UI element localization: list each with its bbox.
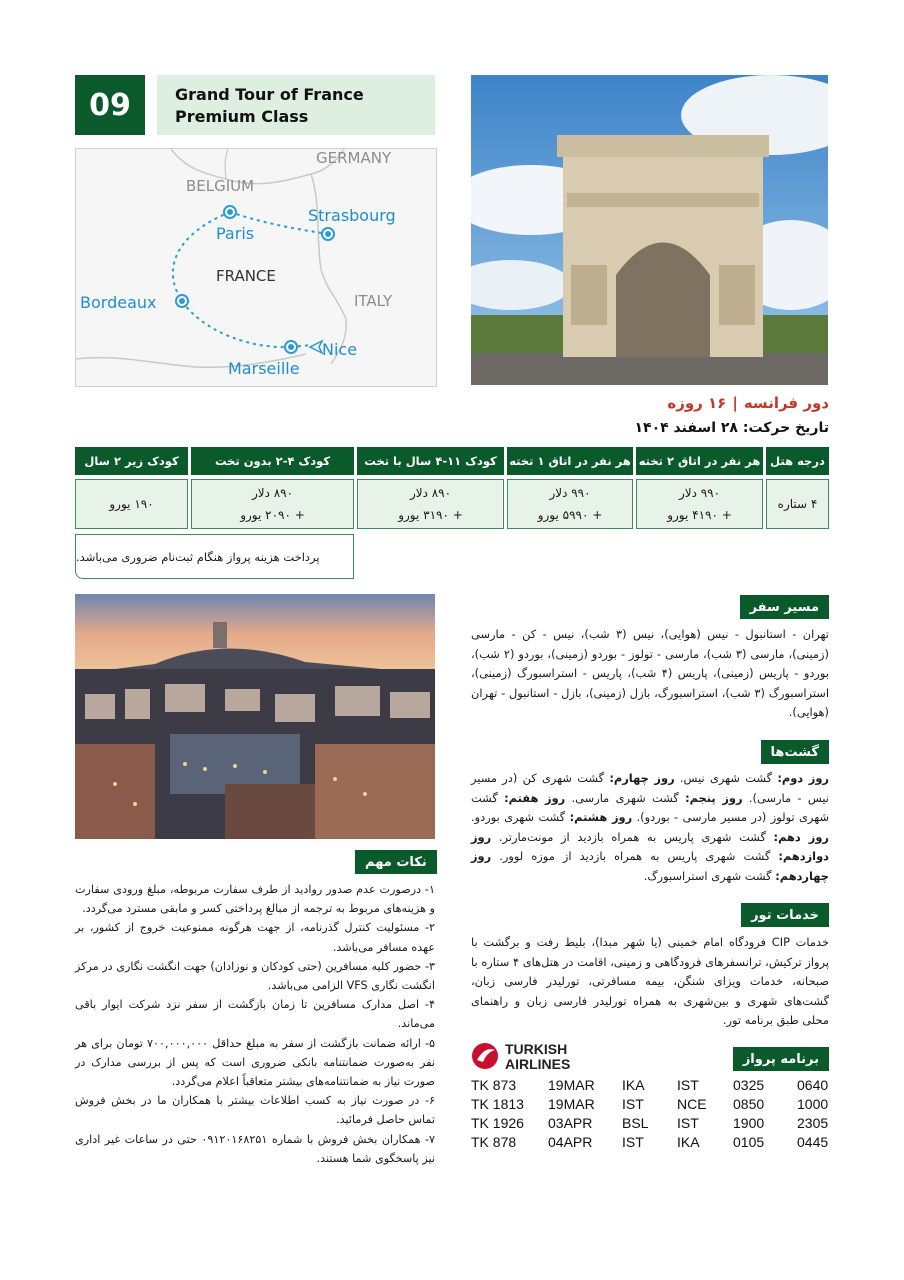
flights-heading: برنامه پرواز xyxy=(733,1047,829,1071)
excursion-day: روز هفتم: xyxy=(504,790,566,805)
country-france: FRANCE xyxy=(216,267,276,285)
departure-date: تاریخ حرکت: ۲۸ اسفند ۱۴۰۴ xyxy=(634,420,829,436)
cell-text: + ۵۹۹۰ یورو xyxy=(537,508,603,522)
svg-text:TURKISH: TURKISH xyxy=(505,1041,568,1057)
city-bordeaux: Bordeaux xyxy=(80,293,157,312)
note-item: ۱- درصورت عدم صدور روادید از طرف سفارت مربوطه، مبلغ ورودی سفارت و هزینه‌های مربوط به ترجمه از مبالغ پرداختی کسر و مابقی مسترد می‌گردد. xyxy=(75,883,435,916)
cell-child-no-bed xyxy=(191,479,354,529)
excursion-day: روز دهم: xyxy=(773,829,829,844)
tour-number: 09 xyxy=(75,75,145,135)
th-infant: کودک زیر ۲ سال xyxy=(75,447,188,475)
cell-hotel-grade xyxy=(766,479,829,529)
turkish-airlines-logo xyxy=(471,1040,591,1072)
cell-text: ۸۹۰ دلار xyxy=(251,486,294,500)
excursions-text xyxy=(471,769,829,886)
excursion-day: روز پنجم: xyxy=(685,790,743,805)
country-italy: ITALY xyxy=(354,292,393,310)
cell-infant xyxy=(75,479,188,529)
note-item: ۶- در صورت نیاز به کسب اطلاعات بیشتر با همکاران ما در بخش فروش تماس حاصل فرمائید. xyxy=(75,1094,435,1127)
cell-text: ۴ ستاره xyxy=(777,497,818,511)
cell-text: + ۳۱۹۰ یورو xyxy=(398,508,463,522)
note-item: ۳- حضور کلیه مسافرین (حتی کودکان و نوزادان) جهت انگشت نگاری در مرکز انگشت نگاری VFS الزامی می‌باشد. xyxy=(75,959,435,993)
city-paris: Paris xyxy=(216,224,255,243)
flight-row: TK 1926 03APR BSL IST 1900 2305 xyxy=(471,1115,829,1131)
route-map xyxy=(75,148,437,387)
excursion-text: گشت شهری پاریس به همراه بازدید از مونت‌مارتر. xyxy=(491,829,774,844)
tour-name-text: دور فرانسه xyxy=(743,394,829,412)
th-child-with-bed: کودک ۱۱-۴ سال با تخت xyxy=(357,447,504,475)
svg-text:AIRLINES: AIRLINES xyxy=(505,1056,571,1072)
flight-row: TK 878 04APR IST IKA 0105 0445 xyxy=(471,1134,829,1150)
city-dot-strasbourg xyxy=(322,228,334,240)
note-item: ۲- مسئولیت کنترل گذرنامه، از جهت هرگونه ممنوعیت خروج از کشور، بر عهده مسافر می‌باشد. xyxy=(75,921,435,954)
notes-heading: نکات مهم xyxy=(355,850,437,874)
tour-title: Grand Tour of France xyxy=(175,85,364,104)
excursion-day: روز دوم: xyxy=(777,771,829,785)
tour-name xyxy=(667,394,829,412)
cell-single-room xyxy=(507,479,633,529)
excursion-day: روز چهارم: xyxy=(609,771,675,785)
note-item: ۵- ارائه ضمانت بازگشت از سفر به مبلغ حداقل ۷۰۰,۰۰۰,۰۰۰ تومان برای هر نفر به‌صورت ضمانتنامه بانکی ضروری است که پس از بررسی مدارک در صورت نیاز به ضمانتنامه‌های بیشتر متعاقباً اعلام می‌گردد. xyxy=(75,1036,436,1089)
flight-payment-note: پرداخت هزینه پرواز هنگام ثبت‌نام ضروری می‌باشد. xyxy=(75,534,354,579)
cell-text: + ۲۰۹۰ یورو xyxy=(240,508,305,522)
excursion-text: گشت شهری بوردو. xyxy=(471,810,570,824)
excursions-heading: گشت‌ها xyxy=(761,740,829,764)
th-single-room: هر نفر در اتاق ۱ تخته xyxy=(507,447,633,475)
tour-subtitle: Premium Class xyxy=(175,107,309,126)
excursion-text: گشت شهری نیس. xyxy=(674,771,778,785)
cell-text: ۸۹۰ دلار xyxy=(409,486,452,500)
city-dot-marseille xyxy=(285,341,297,353)
excursion-text: گشت شهری مارسی. xyxy=(565,790,686,805)
cell-text: + ۴۱۹۰ یورو xyxy=(667,508,732,522)
services-text: خدمات CIP فرودگاه امام خمینی (یا شهر مبدا)، بلیط رفت و برگشت با پرواز ترکیش، ترانسفرهای فرودگاهی و زمینی، اقامت در هتل‌های ۴ ستاره با صبحانه، خدمات ویزای شنگن، بیمه مسافرتی، تورلیدر فارسی زبان، گشت‌های شهری و بین‌شهری به همراه تورلیدر فارسی زبان و راهنمای محلی طبق برنامه تور. xyxy=(471,935,829,1027)
note-item: ۴- اصل مدارک مسافرین تا زمان بازگشت از سفر نزد شرکت ایوار باقی می‌ماند. xyxy=(75,998,435,1031)
city-marseille: Marseille xyxy=(228,359,300,378)
cell-double-room xyxy=(636,479,763,529)
th-double-room: هر نفر در اتاق ۲ تخته xyxy=(636,447,763,475)
city-dot-bordeaux xyxy=(176,295,188,307)
country-belgium: BELGIUM xyxy=(186,177,255,195)
services-heading: خدمات تور xyxy=(741,903,829,927)
cell-text: ۹۹۰ دلار xyxy=(678,486,721,500)
excursion-text: گشت شهری کن (در مسیر نیس - مارسی). xyxy=(471,771,829,805)
excursion-day: روز دوازدهم: xyxy=(471,829,829,863)
city-nice: Nice xyxy=(322,340,358,359)
cell-text: ۹۹۰ دلار xyxy=(549,486,591,500)
cell-text: ۱۹۰ یورو xyxy=(109,497,154,511)
excursion-day: روز چهاردهم: xyxy=(471,849,829,883)
excursion-day: روز هشتم: xyxy=(569,810,633,824)
excursion-text: گشت شهری تولوز (در مسیر مارسی - بوردو). xyxy=(471,790,829,824)
excursion-text: گشت شهری استراسبورگ. xyxy=(643,868,776,883)
arc-de-triomphe-photo xyxy=(471,75,828,385)
marseille-photo xyxy=(75,594,435,839)
cell-child-with-bed xyxy=(357,479,504,529)
itinerary-heading: مسیر سفر xyxy=(740,595,829,619)
notes-list xyxy=(75,880,435,1168)
country-germany: GERMANY xyxy=(316,149,392,167)
city-dot-paris xyxy=(224,206,236,218)
tour-duration: ۱۶ روزه xyxy=(667,394,727,412)
separator: | xyxy=(732,394,738,412)
note-item: ۷- همکاران بخش فروش با شماره ۰۹۱۲۰۱۶۸۲۵۱ حتی در ساعات غیر اداری نیز پاسخگوی شما هستند. xyxy=(75,1132,435,1165)
itinerary-text: تهران - استانبول - نیس (هوایی)، نیس (۳ شب)، نیس - کن - مارسی (زمینی)، مارسی (۳ شب)، مارسی - تولوز - بوردو (زمینی)، بوردو (۲ شب)، بوردو - پاریس (زمینی)، پاریس (۴ شب)، پاریس - استراسبورگ (زمینی)، استراسبورگ (۳ شب)، استراسبورگ، بازل (زمینی)، بازل - استانبول - تهران (هوایی). xyxy=(471,627,829,719)
city-strasbourg: Strasbourg xyxy=(308,206,396,225)
tour-title-box xyxy=(157,75,435,135)
flight-row: TK 1813 19MAR IST NCE 0850 1000 xyxy=(471,1096,829,1112)
excursion-text: گشت شهری پاریس به همراه بازدید از موزه لوور. xyxy=(491,849,779,863)
th-child-no-bed: کودک ۴-۲ بدون تخت xyxy=(191,447,354,475)
flight-row: TK 873 19MAR IKA IST 0325 0640 xyxy=(471,1077,829,1093)
th-hotel-grade: درجه هتل xyxy=(766,447,829,475)
